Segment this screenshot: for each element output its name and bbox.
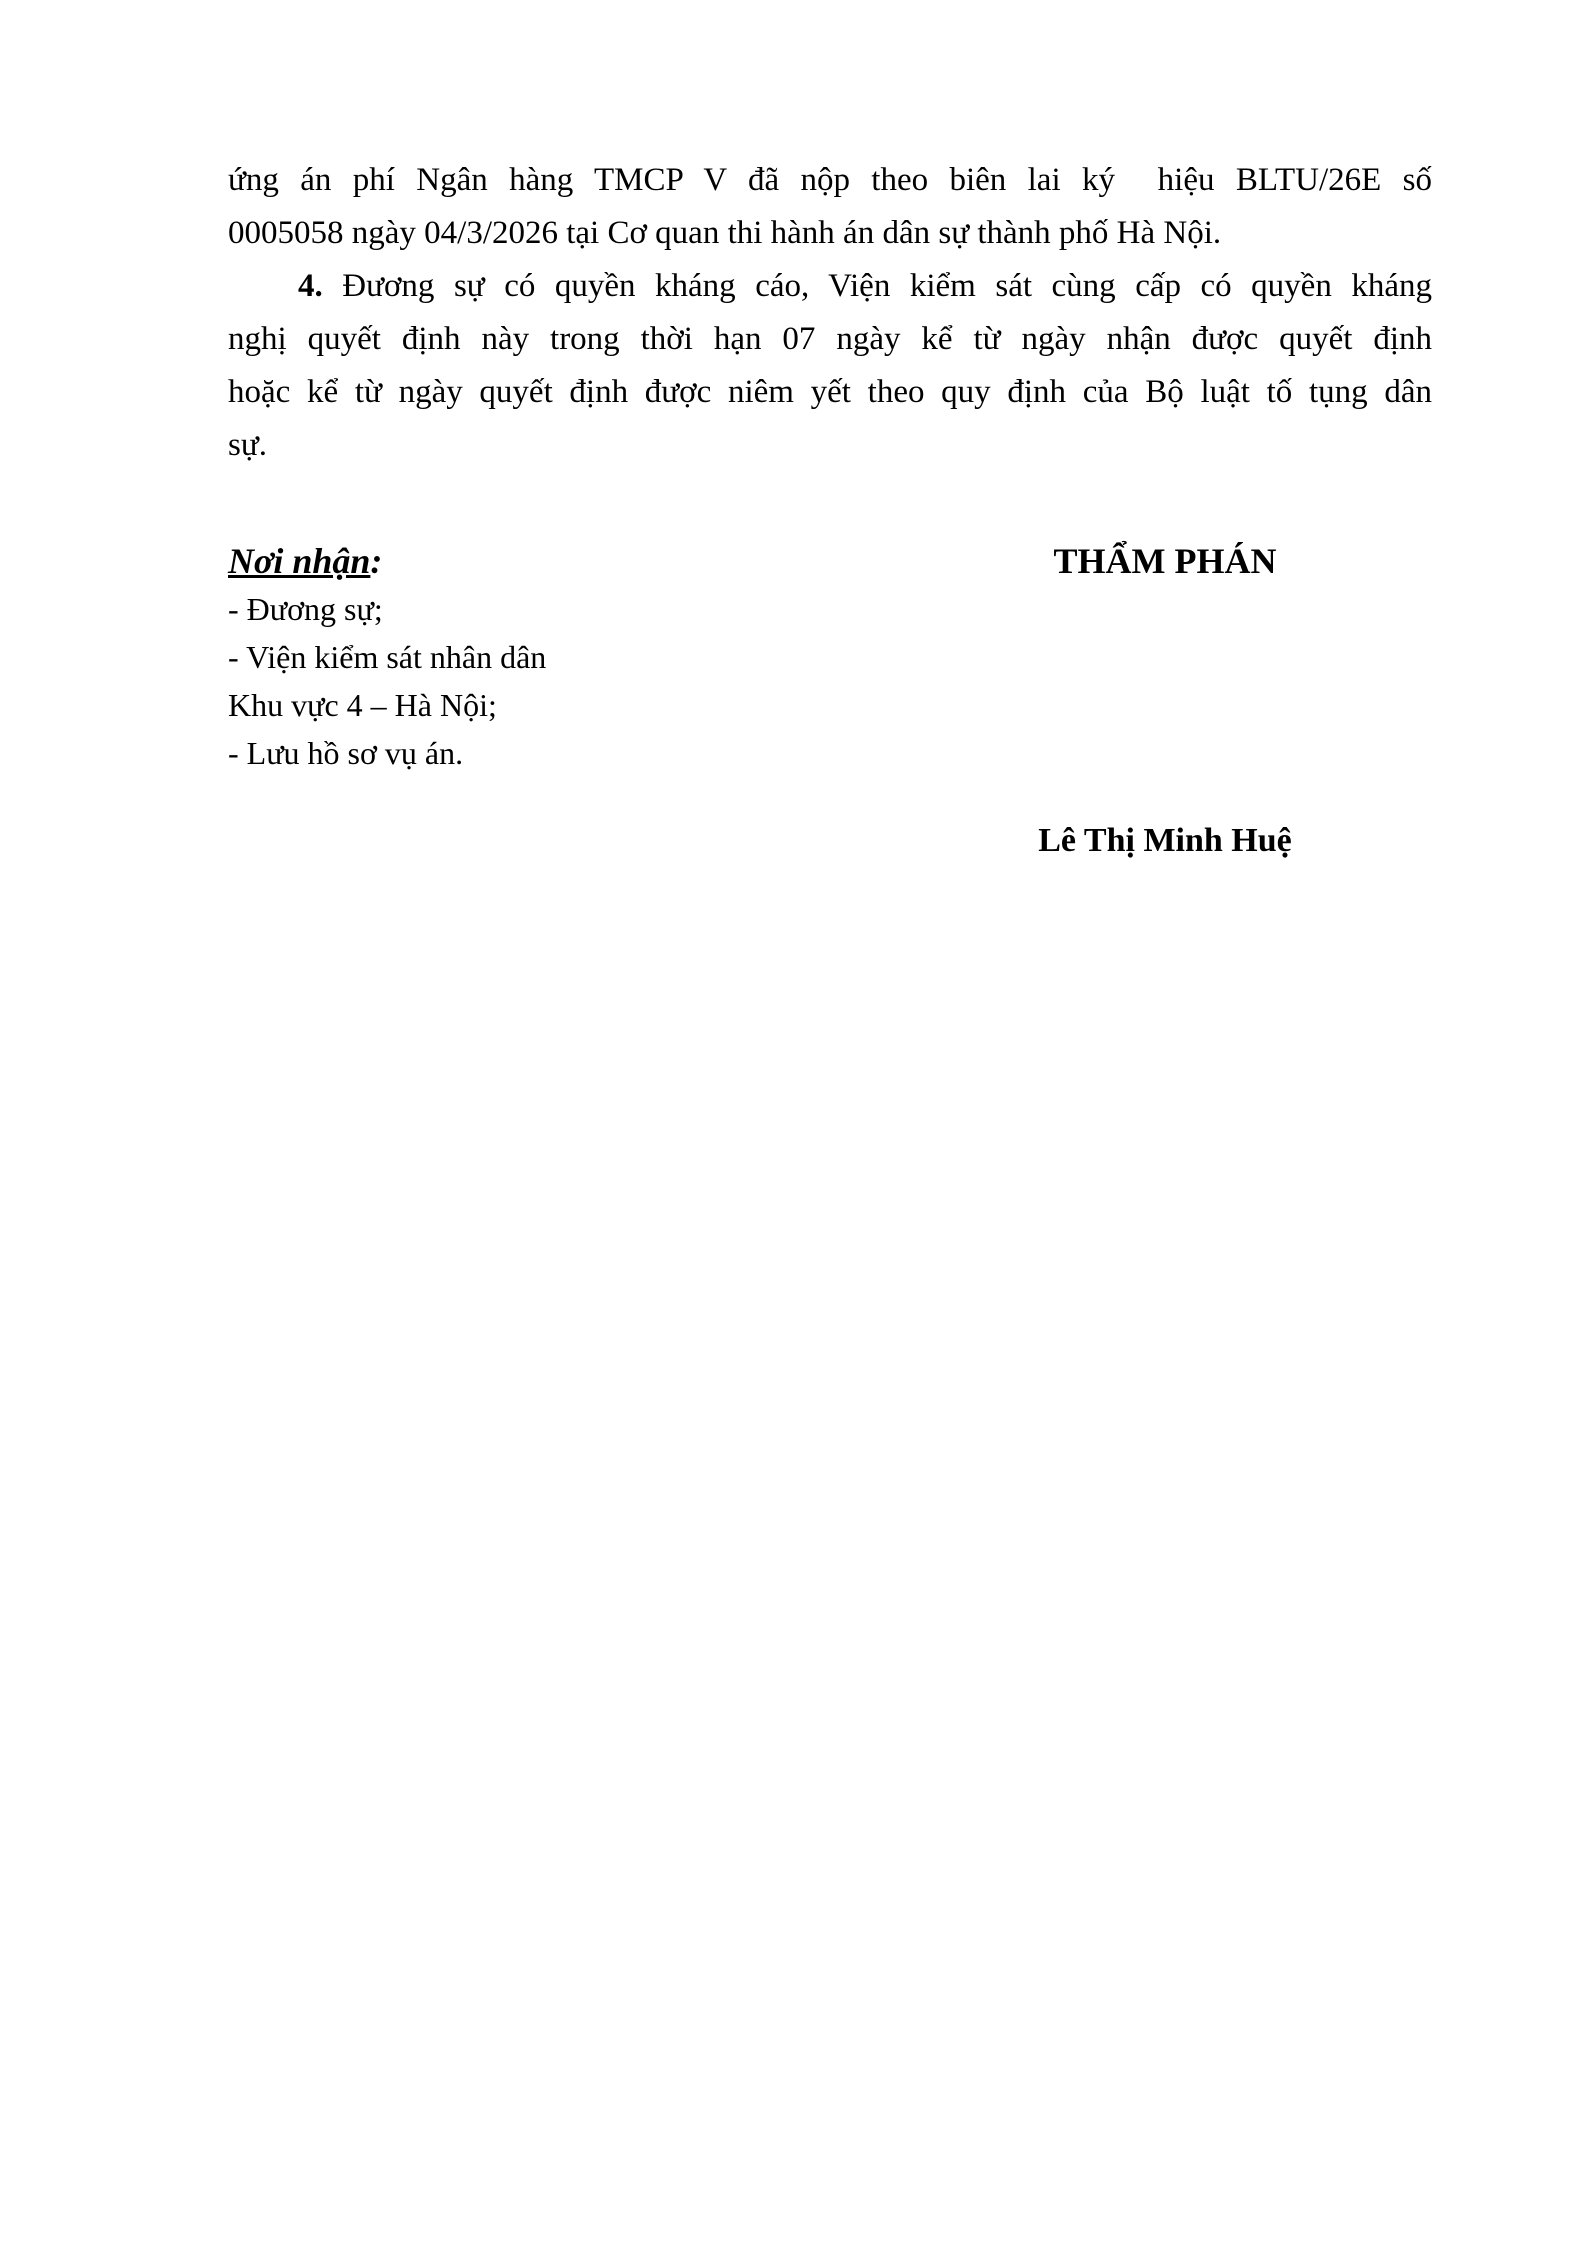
paragraph-continuation bbox=[228, 154, 1432, 260]
body-line: sự. bbox=[228, 427, 267, 463]
body-line: hoặc kể từ ngày quyết định được niêm yết theo quy định của Bộ luật tố tụng dân bbox=[228, 374, 1432, 410]
recipient-item: Khu vực 4 – Hà Nội; bbox=[228, 687, 497, 723]
body-line: nghị quyết định này trong thời hạn 07 ngày kể từ ngày nhận được quyết định bbox=[228, 321, 1432, 357]
recipients-heading-text: Nơi nhận bbox=[228, 541, 371, 581]
recipients-list bbox=[228, 585, 828, 777]
item-number: 4. bbox=[298, 268, 323, 304]
body-line bbox=[228, 260, 1432, 313]
signature-block bbox=[960, 537, 1370, 865]
judge-name: Lê Thị Minh Huệ bbox=[1038, 822, 1292, 859]
recipients-heading-colon: : bbox=[370, 541, 383, 581]
judge-title: THẨM PHÁN bbox=[1053, 541, 1277, 581]
body-line-text: Đương sự có quyền kháng cáo, Viện kiểm sát cùng cấp có quyền kháng bbox=[322, 268, 1432, 304]
recipients-heading bbox=[228, 537, 828, 585]
body-line: 0005058 ngày 04/3/2026 tại Cơ quan thi hành án dân sự thành phố Hà Nội. bbox=[228, 215, 1222, 251]
recipient-item: - Lưu hồ sơ vụ án. bbox=[228, 735, 464, 771]
recipient-item: - Viện kiểm sát nhân dân bbox=[228, 639, 547, 675]
recipient-item: - Đương sự; bbox=[228, 591, 383, 627]
body-line: ứng án phí Ngân hàng TMCP V đã nộp theo biên lai ký hiệu BLTU/26E số bbox=[228, 162, 1432, 198]
body-text bbox=[228, 154, 1432, 472]
recipients-block bbox=[228, 537, 828, 777]
paragraph-item-4 bbox=[228, 260, 1432, 472]
